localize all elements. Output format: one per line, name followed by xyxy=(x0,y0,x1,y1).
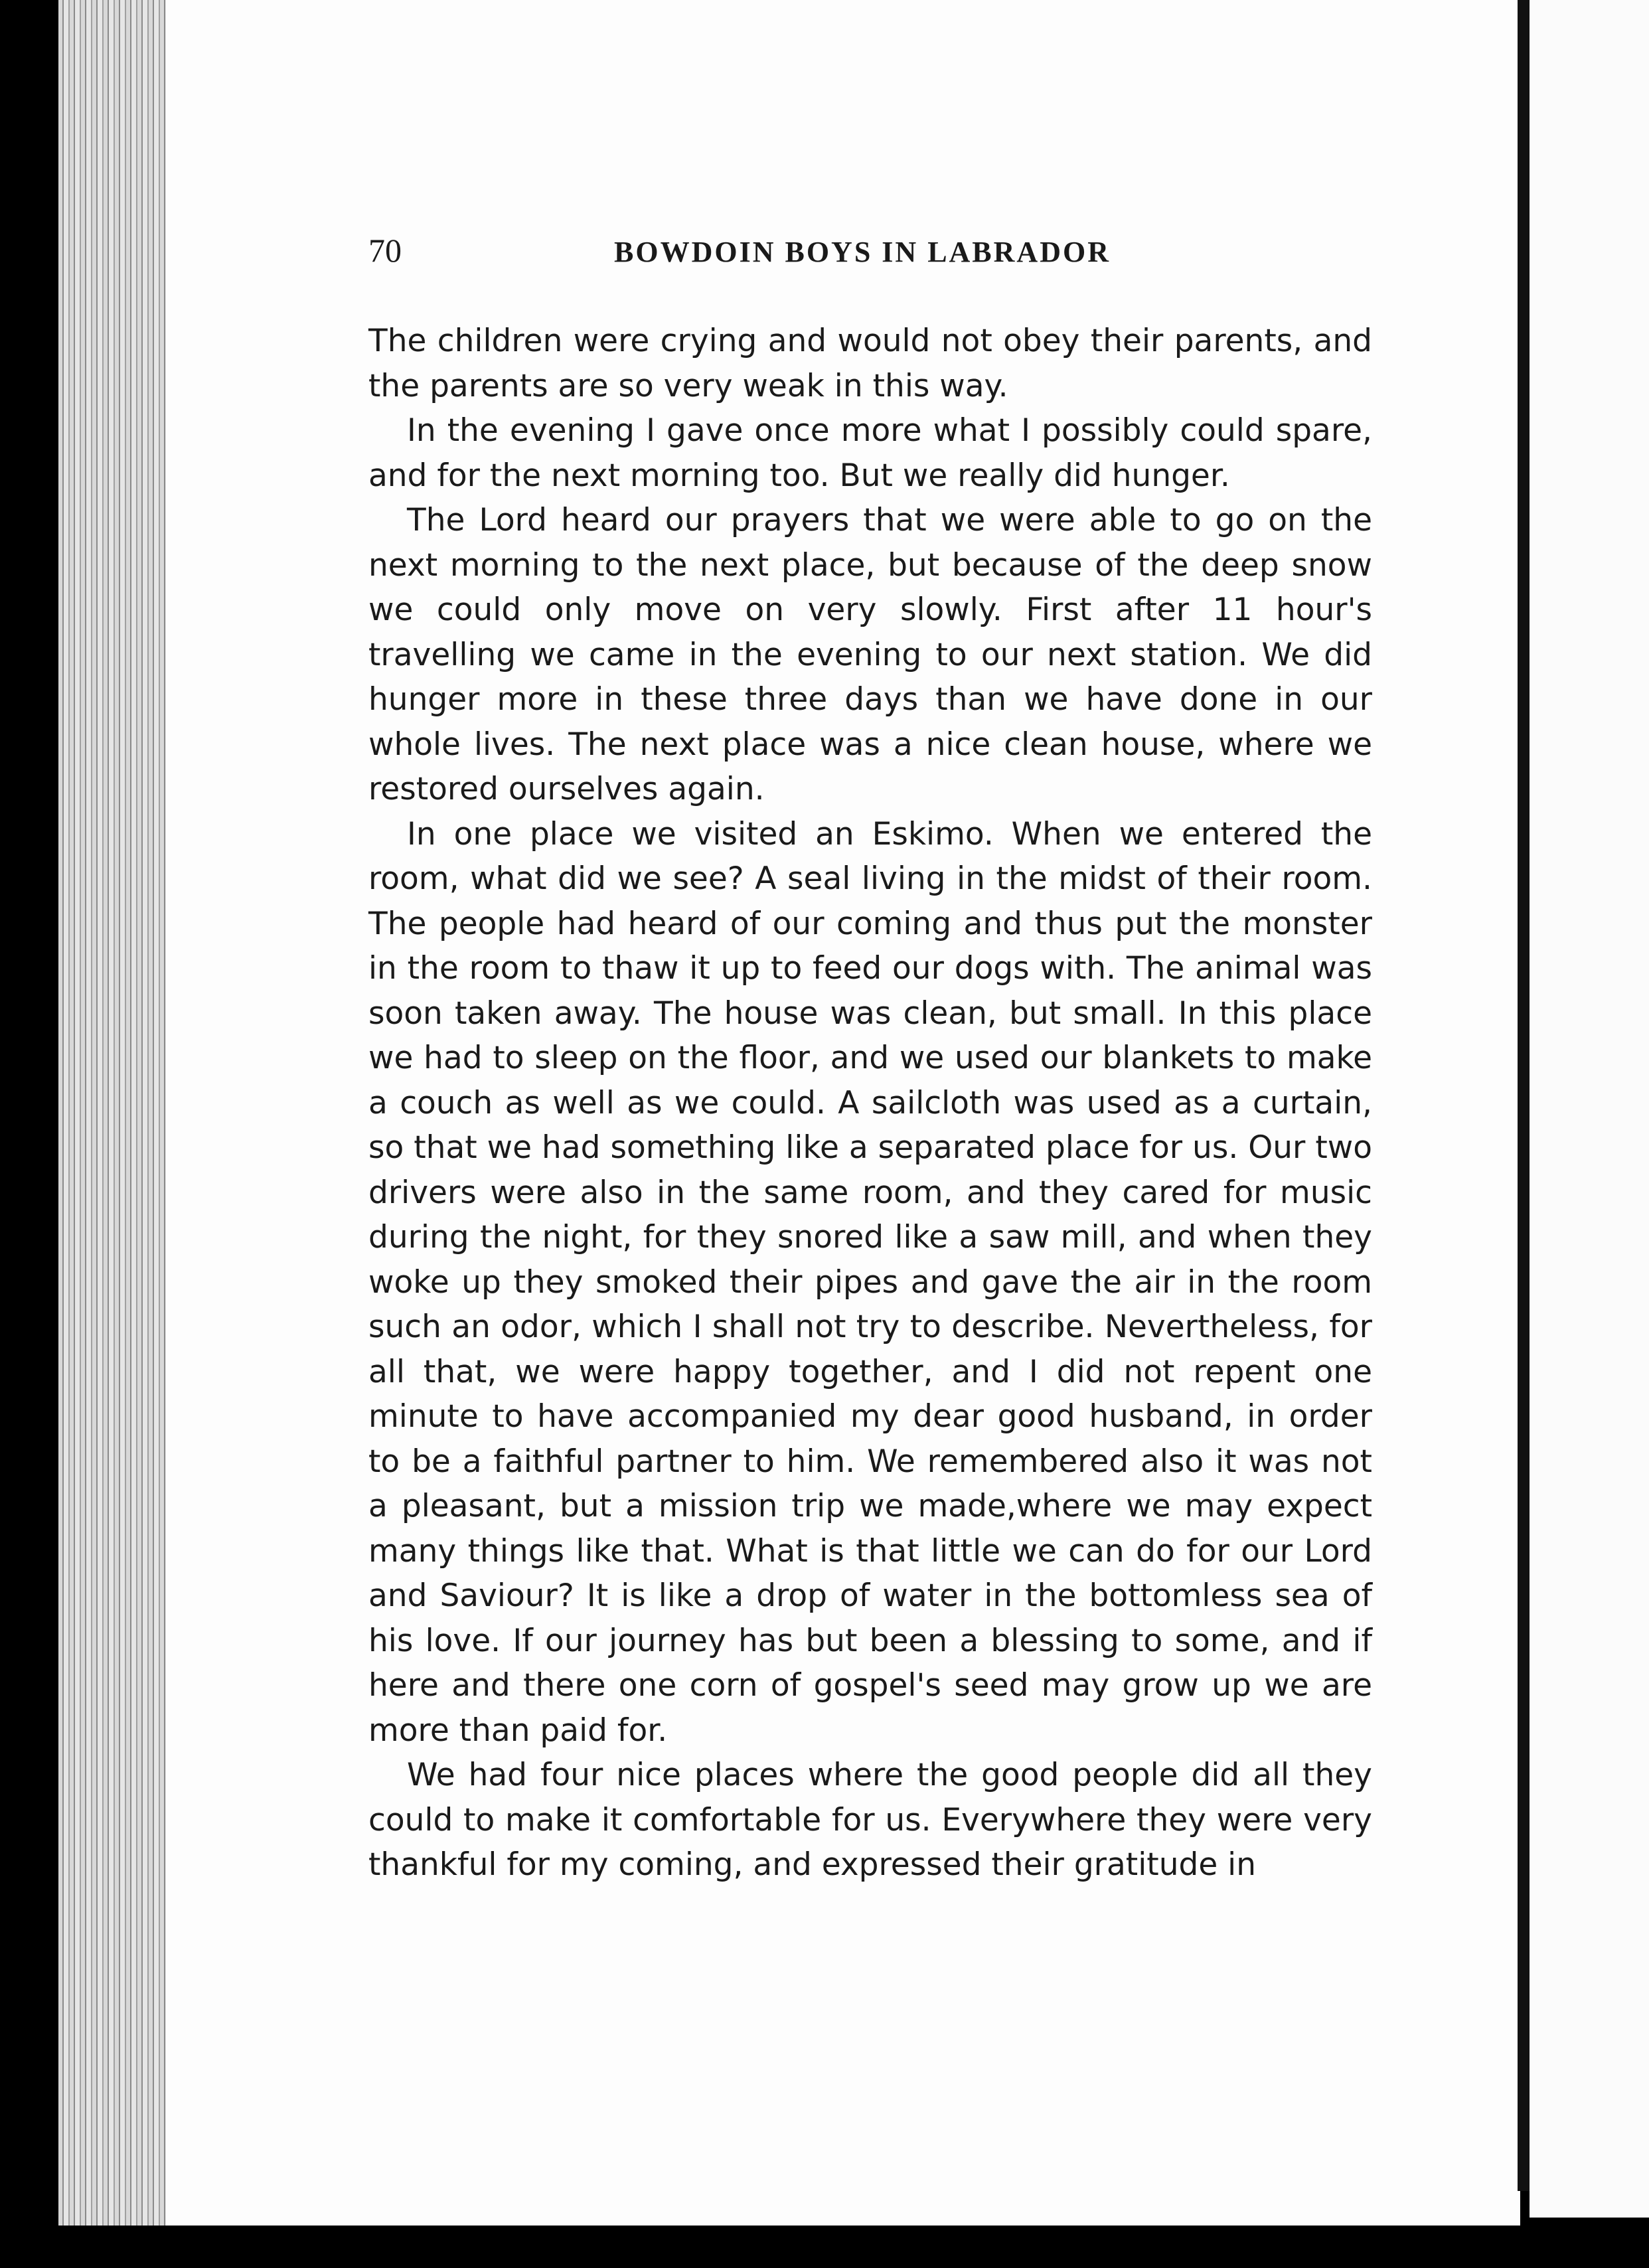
book-spine-shadow xyxy=(1518,0,1530,2191)
running-head-title: BOWDOIN BOYS IN LABRADOR xyxy=(614,236,1111,268)
paragraph-1: The children were crying and would not obey their parents, and the parents are so very weak in this way. xyxy=(368,323,1372,404)
facing-page-margin xyxy=(1530,0,1649,2218)
body-text xyxy=(368,319,1372,1888)
paragraph-2: In the evening I gave once more what I possibly could spare, and for the next morning too. But we really did hunger. xyxy=(368,412,1372,494)
paragraph-4: In one place we visited an Eskimo. When we entered the room, what did we see? A seal living in the midst of their room. The people had heard of our coming and thus put the monster in the room to thaw it up to feed our dogs with. The animal was soon taken away. The house was clean, but small. In this place we had to sleep on the floor, and we used our blankets to make a couch as well as we could. A sailcloth was used as a curtain, so that we had something like a separated place for us. Our two drivers were also in the same room, and they cared for music during the night, for they snored like a saw mill, and when they woke up they smoked their pipes and gave the air in the room such an odor, which I shall not try to describe. Nevertheless, for all that, we were happy together, and I did not repent one minute to have accompanied my dear good husband, in order to be a faithful partner to him. We remembered also it was not a pleasant, but a mission trip we made,where we may expect many things like that. What is that little we can do for our Lord and Saviour? It is like a drop of water in the bottomless sea of his love. If our journey has but been a blessing to some, and if here and there one corn of gospel's seed may grow up we are more than paid for. xyxy=(368,815,1372,1749)
page-number: 70 xyxy=(368,232,402,269)
paragraph-3: The Lord heard our prayers that we were able to go on the next morning to the next place, but because of the deep snow we could only move on very slowly. First after 11 hour's travelling we came in the evening to our next station. We did hunger more in these three days than we have done in our whole lives. The next place was a nice clean house, where we restored ourselves again. xyxy=(368,502,1372,807)
book-page-edges xyxy=(58,0,171,2226)
running-head xyxy=(368,231,1381,278)
scan-bottom-edge xyxy=(0,2226,1649,2268)
paragraph-5: We had four nice places where the good people did all they could to make it comfortable for us. Everywhere they were very thankful for my coming, and expressed their gratitude in xyxy=(368,1757,1372,1883)
